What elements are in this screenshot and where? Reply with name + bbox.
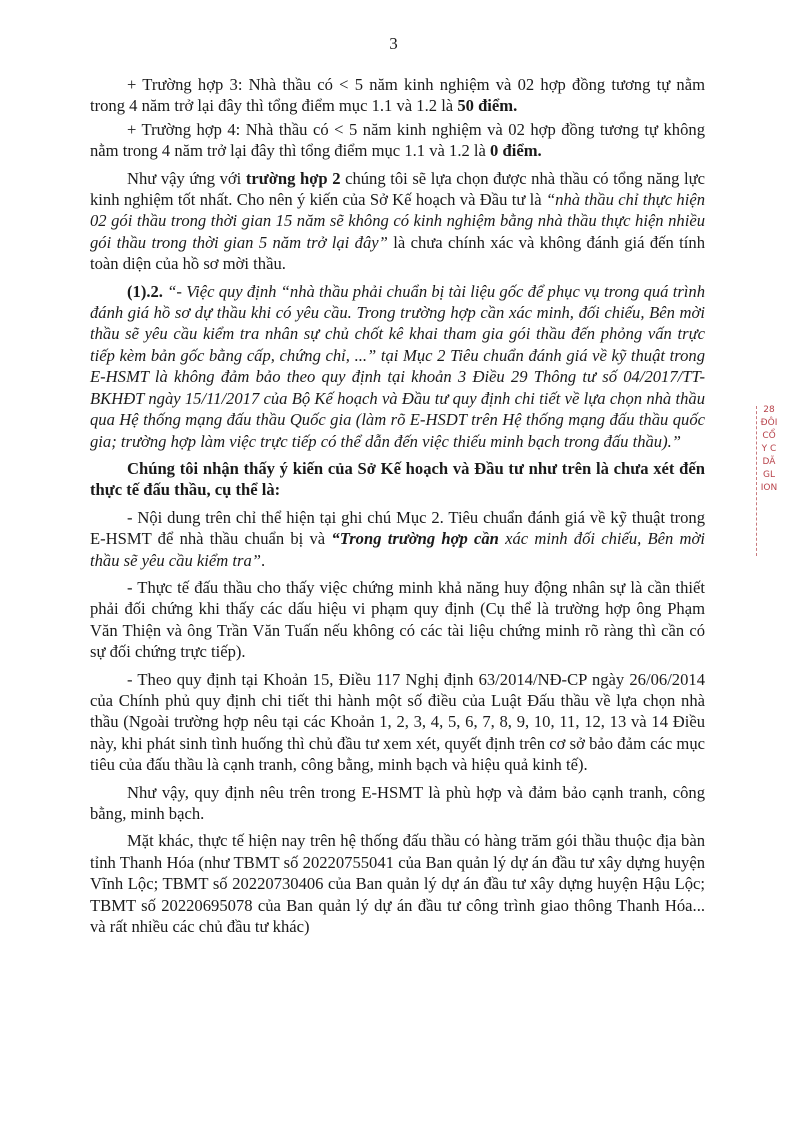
stamp-text: ĐÔI [760,418,778,428]
stamp-text: CỔ [762,431,776,441]
stamp-dashed-line [756,406,758,556]
stamp-text: 28 [763,405,775,415]
paragraph-point-1: - Nội dung trên chỉ thể hiện tại ghi chú Mục 2. Tiêu chuẩn đánh giá về kỹ thuật trong E-HSMT để nhà thầu chuẩn bị và “Trong trường hợp cần xác minh đối chiếu, Bên mời thầu sẽ yêu cầu kiểm tra”. [90,507,705,570]
paragraph-case-3: + Trường hợp 3: Nhà thầu có < 5 năm kinh nghiệm và 02 hợp đồng tương tự nằm trong 4 năm trở lại đây thì tổng điểm mục 1.1 và 1.2 là 50 điểm. [90,75,705,116]
stamp-text: GL [763,470,775,480]
paragraph-point-2: - Thực tế đấu thầu cho thấy việc chứng minh khả năng huy động nhân sự là cần thiết phải đối chứng khi thấy các dấu hiệu vi phạm quy định (Cụ thể là trường hợp ông Phạm Văn Thiện và ông Trần Văn Tuấn nếu không có các tài liệu chứng minh rõ ràng thì cần có sự đối chứng trực tiếp). [90,577,705,662]
paragraph-point-3: - Theo quy định tại Khoản 15, Điều 117 Nghị định 63/2014/NĐ-CP ngày 26/06/2014 của Chính phủ quy định chi tiết thi hành một số điều của Luật Đấu thầu về lựa chọn nhà thầu (Ngoài trường hợp nêu tại các Khoản 1, 2, 3, 4, 5, 6, 7, 8, 9, 10, 11, 12, 13 và 14 Điều này, khi phát sinh tình huống thì chủ đầu tư xem xét, quyết định trên cơ sở bảo đảm các mục tiêu của đấu thầu là cạnh tranh, công bằng, minh bạch và hiệu quả kinh tế). [90,669,705,775]
stamp-text: DÃ [762,457,776,467]
stamp-text: ION [760,483,778,493]
paragraph-summary: Như vậy, quy định nêu trên trong E-HSMT là phù hợp và đảm bảo cạnh tranh, công bằng, minh bạch. [90,782,705,823]
side-stamp [754,404,784,564]
stamp-text: Y C [761,444,777,454]
paragraph-other-packages: Mặt khác, thực tế hiện nay trên hệ thống đấu thầu có hàng trăm gói thầu thuộc địa bàn tỉnh Thanh Hóa (như TBMT số 20220755041 của Ban quản lý dự án đầu tư xây dựng huyện Vĩnh Lộc; TBMT số 20220730406 của Ban quản lý dự án đầu tư xây dựng huyện Hậu Lộc; TBMT số 20220695078 của Ban quản lý dự án đầu tư công trình giao thông Thanh Hóa... và rất nhiều các chủ đầu tư khác) [90,831,705,937]
paragraph-response-heading: Chúng tôi nhận thấy ý kiến của Sở Kế hoạch và Đầu tư như trên là chưa xét đến thực tế đấu thầu, cụ thể là: [90,458,705,500]
paragraph-conclusion-case-2: Như vậy ứng với trường hợp 2 chúng tôi sẽ lựa chọn được nhà thầu có tổng năng lực kinh nghiệm tốt nhất. Cho nên ý kiến của Sở Kế hoạch và Đầu tư là “nhà thầu chỉ thực hiện 02 gói thầu trong thời gian 15 năm sẽ không có kinh nghiệm bằng nhà thầu thực hiện nhiều gói thầu trong thời gian 5 năm trở lại đây” là chưa chính xác và không đánh giá đến tính toàn diện của hồ sơ mời thầu. [90,168,705,274]
paragraph-case-4: + Trường hợp 4: Nhà thầu có < 5 năm kinh nghiệm và 02 hợp đồng tương tự không nằm trong 4 năm trở lại đây thì tổng điểm mục 1.1 và 1.2 là 0 điểm. [90,119,705,161]
document-body [90,74,705,943]
page-number: 3 [389,34,398,53]
paragraph-section-1-2: (1).2. “- Việc quy định “nhà thầu phải chuẩn bị tài liệu gốc để phục vụ trong quá trình đánh giá hồ sơ dự thầu khi có yêu cầu. Trong trường hợp cần xác minh, đối chiếu, Bên mời thầu sẽ yêu cầu kiểm tra nhân sự chủ chốt kê khai tham gia gói thầu đến phỏng vấn trực tiếp kèm bản gốc bằng cấp, chứng chỉ, ...” tại Mục 2 Tiêu chuẩn đánh giá về kỹ thuật trong E-HSMT là không đảm bảo theo quy định tại khoản 3 Điều 29 Thông tư số 04/2017/TT-BKHĐT ngày 15/11/2017 của Bộ Kế hoạch và Đầu tư quy định chi tiết về lựa chọn nhà thầu qua Hệ thống mạng đấu thầu Quốc gia (làm rõ E-HSDT trên Hệ thống mạng đấu thầu quốc gia; trường hợp làm việc trực tiếp có thể dẫn đến việc thiếu minh bạch trong đấu thầu).” [90,281,705,451]
